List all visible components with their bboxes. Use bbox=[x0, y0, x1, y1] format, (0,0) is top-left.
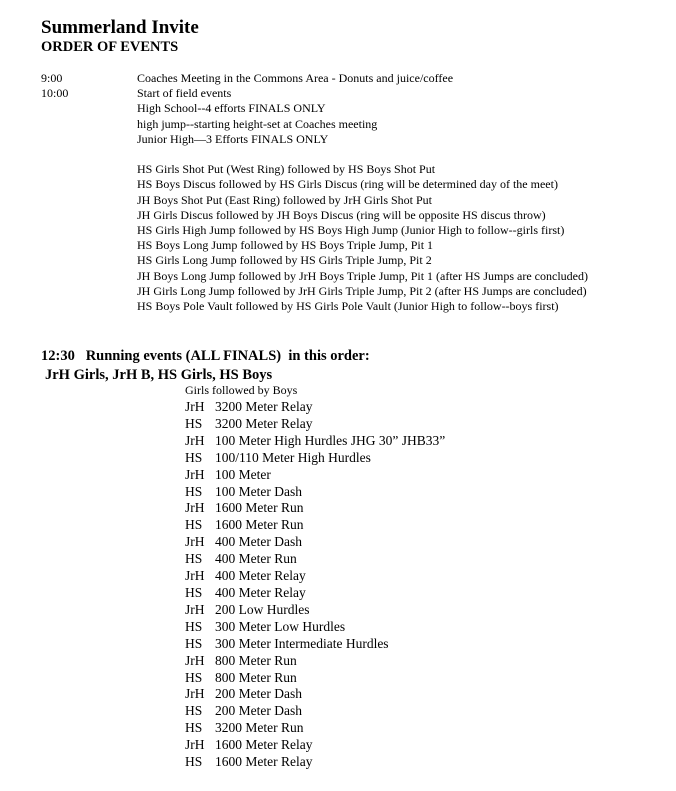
field-event-line: JH Boys Shot Put (East Ring) followed by JrH Girls Shot Put bbox=[137, 192, 433, 207]
running-event-item bbox=[185, 551, 445, 568]
event-name: 400 Meter Dash bbox=[215, 534, 302, 550]
schedule-time: 10:00 bbox=[41, 86, 69, 101]
event-name: 800 Meter Run bbox=[215, 652, 297, 668]
running-events-heading: 12:30 Running events (ALL FINALS) in this order: bbox=[41, 348, 370, 364]
event-level: HS bbox=[185, 584, 203, 600]
event-level: HS bbox=[185, 415, 203, 431]
running-event-item bbox=[185, 686, 445, 703]
event-name: 1600 Meter Relay bbox=[215, 737, 313, 753]
event-level: HS bbox=[185, 618, 203, 634]
running-event-item bbox=[185, 619, 445, 636]
running-event-item bbox=[185, 534, 445, 551]
event-level: HS bbox=[185, 754, 203, 770]
event-level: HS bbox=[185, 449, 203, 465]
event-name: 3200 Meter Relay bbox=[215, 399, 313, 414]
running-event-item bbox=[185, 433, 445, 450]
running-order: JrH Girls, JrH B, HS Girls, HS Boys bbox=[45, 367, 273, 383]
event-level: JrH bbox=[185, 500, 205, 516]
event-level: JrH bbox=[185, 534, 205, 550]
running-event-item bbox=[185, 416, 445, 433]
field-event-line: HS Boys Discus followed by HS Girls Discus (ring will be determined day of the meet) bbox=[137, 177, 558, 192]
running-event-item bbox=[185, 754, 445, 771]
event-level: HS bbox=[185, 635, 203, 651]
event-name: 800 Meter Run bbox=[215, 669, 297, 685]
event-level: JrH bbox=[185, 601, 205, 617]
event-level: JrH bbox=[185, 737, 205, 753]
running-event-item bbox=[185, 585, 445, 602]
event-level: JrH bbox=[185, 568, 205, 584]
field-event-line: HS Girls Shot Put (West Ring) followed by HS Boys Shot Put bbox=[137, 162, 436, 177]
field-event-line: JH Girls Long Jump followed by JrH Girls Triple Jump, Pit 2 (after HS Jumps are concluded) bbox=[137, 283, 587, 298]
running-event-item bbox=[185, 399, 445, 416]
schedule-line: High School--4 efforts FINALS ONLY bbox=[137, 101, 326, 116]
event-level: HS bbox=[185, 551, 203, 567]
running-events-list bbox=[185, 399, 445, 771]
running-event-item bbox=[185, 568, 445, 585]
schedule-line: Junior High—3 Efforts FINALS ONLY bbox=[137, 131, 329, 146]
document-title: Summerland Invite bbox=[41, 17, 199, 38]
event-name: 300 Meter Low Hurdles bbox=[215, 618, 346, 634]
schedule-line: high jump--starting height-set at Coaches meeting bbox=[137, 116, 378, 131]
schedule-row bbox=[41, 86, 588, 314]
field-event-line: JH Girls Discus followed by JH Boys Discus (ring will be opposite HS discus throw) bbox=[137, 207, 546, 222]
event-name: 200 Meter Dash bbox=[215, 686, 302, 702]
running-event-item bbox=[185, 484, 445, 501]
field-event-line: HS Boys Long Jump followed by HS Boys Triple Jump, Pit 1 bbox=[137, 238, 434, 253]
event-name: 200 Meter Dash bbox=[215, 703, 302, 719]
event-level: HS bbox=[185, 483, 203, 499]
event-name: 100 Meter Dash bbox=[215, 483, 302, 499]
event-level: JrH bbox=[185, 652, 205, 668]
event-name: 300 Meter Intermediate Hurdles bbox=[215, 635, 389, 651]
event-level: JrH bbox=[185, 686, 205, 702]
event-level: HS bbox=[185, 720, 203, 736]
event-name: 1600 Meter Run bbox=[215, 517, 304, 533]
event-level: HS bbox=[185, 517, 203, 533]
schedule-row bbox=[41, 71, 588, 86]
running-event-item bbox=[185, 467, 445, 484]
field-event-line: JH Boys Long Jump followed by JrH Boys Triple Jump, Pit 1 (after HS Jumps are concluded) bbox=[137, 268, 588, 283]
event-name: 3200 Meter Relay bbox=[215, 415, 313, 431]
event-name: 400 Meter Relay bbox=[215, 584, 306, 600]
running-event-item bbox=[185, 450, 445, 467]
running-event-item bbox=[185, 602, 445, 619]
event-name: 100 Meter bbox=[215, 466, 271, 482]
event-name: 3200 Meter Run bbox=[215, 720, 304, 736]
running-event-item bbox=[185, 703, 445, 720]
schedule-line: Start of field events bbox=[137, 86, 232, 101]
running-event-item bbox=[185, 517, 445, 534]
running-note: Girls followed by Boys bbox=[185, 383, 298, 397]
event-level: JrH bbox=[185, 432, 205, 448]
schedule-line: Coaches Meeting in the Commons Area - Donuts and juice/coffee bbox=[137, 71, 454, 85]
running-event-item bbox=[185, 670, 445, 687]
event-name: 400 Meter Relay bbox=[215, 568, 306, 584]
event-level: JrH bbox=[185, 399, 205, 414]
field-event-line: HS Boys Pole Vault followed by HS Girls Pole Vault (Junior High to follow--boys first) bbox=[137, 299, 559, 314]
schedule-time: 9:00 bbox=[41, 71, 63, 85]
schedule-section bbox=[41, 71, 588, 314]
field-events-list bbox=[137, 162, 588, 314]
field-event-line: HS Girls Long Jump followed by HS Girls Triple Jump, Pit 2 bbox=[137, 253, 432, 268]
running-event-item bbox=[185, 500, 445, 517]
event-name: 100/110 Meter High Hurdles bbox=[215, 449, 371, 465]
event-name: 1600 Meter Relay bbox=[215, 754, 313, 770]
running-event-item bbox=[185, 636, 445, 653]
running-event-item bbox=[185, 720, 445, 737]
event-level: JrH bbox=[185, 466, 205, 482]
event-level: HS bbox=[185, 703, 203, 719]
event-name: 1600 Meter Run bbox=[215, 500, 304, 516]
field-event-line: HS Girls High Jump followed by HS Boys High Jump (Junior High to follow--girls first) bbox=[137, 223, 565, 238]
event-level: HS bbox=[185, 669, 203, 685]
running-event-item bbox=[185, 737, 445, 754]
document-subtitle: ORDER OF EVENTS bbox=[41, 39, 179, 55]
running-event-item bbox=[185, 653, 445, 670]
event-name: 400 Meter Run bbox=[215, 551, 297, 567]
event-name: 200 Low Hurdles bbox=[215, 601, 310, 617]
event-name: 100 Meter High Hurdles JHG 30” JHB33” bbox=[215, 432, 446, 448]
